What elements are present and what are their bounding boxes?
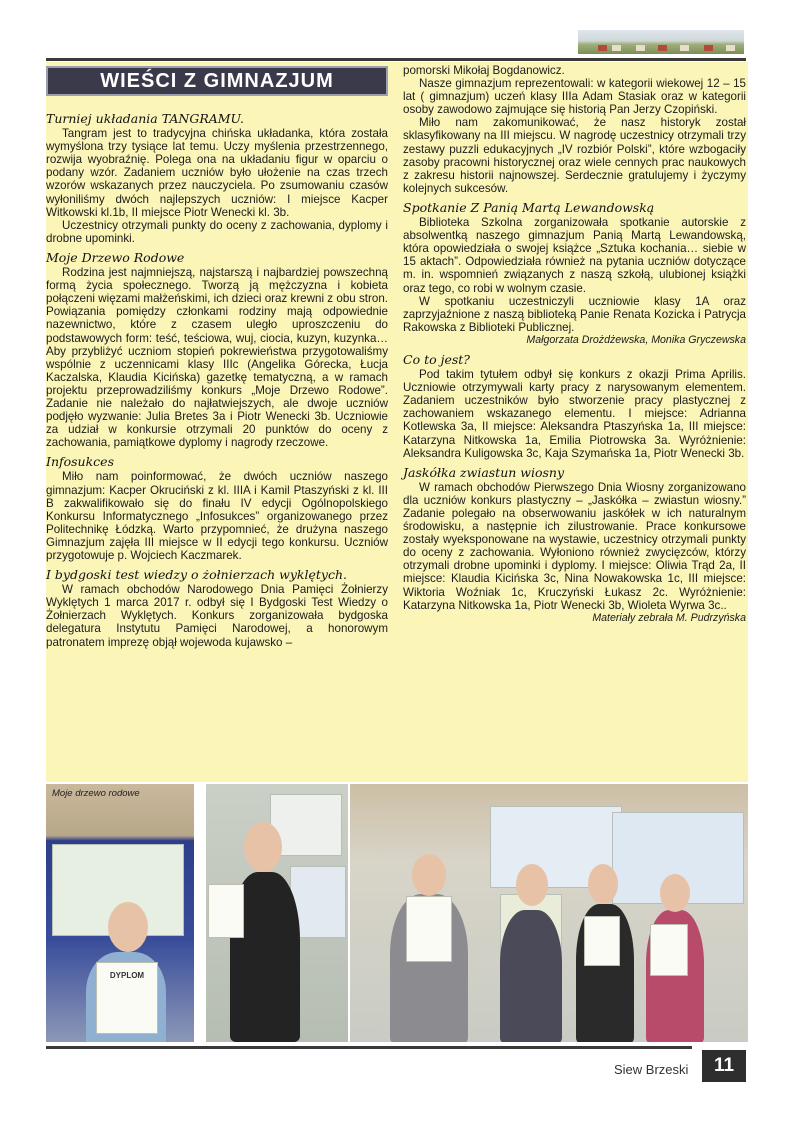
photo-strip bbox=[46, 784, 748, 1042]
photo-student bbox=[206, 784, 348, 1042]
paragraph: Miło nam zakomunikować, że nasz historyk został sklasyfikowany na III miejscu. W nagrodę uczestnicy otrzymali trzy zestawy puzzli edukacyjnych „IV rozbiór Polski”, które wzbogaciły zasoby pracowni historycznej oraz wiele cennych prac naukowych z zakresu historii najnowszej. Serdecznie gratulujemy i życzymy kolejnych sukcesów. bbox=[403, 116, 746, 195]
author-signature: Materiały zebrała M. Pudrzyńska bbox=[592, 611, 746, 624]
section-heading: Moje Drzewo Rodowe bbox=[46, 249, 185, 265]
section-heading: Jaskółka zwiastun wiosny bbox=[403, 464, 565, 480]
section-banner: WIEŚCI Z GIMNAZJUM bbox=[46, 66, 388, 96]
magazine-name: Siew Brzeski bbox=[614, 1062, 689, 1077]
bottom-rule bbox=[46, 1046, 692, 1049]
right-column bbox=[403, 64, 746, 625]
section-heading: Spotkanie Z Panią Martą Lewandowską bbox=[403, 199, 655, 215]
paragraph: Biblioteka Szkolna zorganizowała spotkanie autorskie z absolwentką naszego gimnazjum Panią Martą Lewandowską, która opowiedziała o swojej książce „Sztuka kochania… siebie w 15 aktach”. Odpowiedziała również na pytania uczniów dotyczące m. in. wspomnień związanych z naszą szkołą, ulubionej książki oraz tego, co robi w wolnym czasie. bbox=[403, 216, 746, 295]
section-heading: Infosukces bbox=[46, 454, 114, 470]
paragraph: Uczestnicy otrzymali punkty do oceny z zachowania, dyplomy i drobne upominki. bbox=[46, 218, 388, 245]
top-rule bbox=[46, 58, 746, 61]
header-photo bbox=[578, 30, 744, 54]
left-column bbox=[46, 112, 388, 649]
paragraph: Miło nam poinformować, że dwóch uczniów naszego gimnazjum: Kacper Okruciński z kl. IIIA i Kamil Ptaszyński z kl. III B zakwalifikowało się do finału IV edycji Ogólnopolskiego Konkursu Informatycznego „Infosukces” organizowanego przez Politechnikę Łódzką. Warto przypomnieć, że drużyna naszego Gimnazjum zajęła III miejsce w II edycji tego konkursu. Uczniów przygotowuje p. Wojciech Kaczmarek. bbox=[46, 470, 388, 562]
paragraph: Tangram jest to tradycyjna chińska układanka, która została wymyślona trzy tysiące lat temu. Uczy myślenia przestrzennego, rozwija wyobraźnię. Polega ona na układaniu figur w oparciu o podany wzór. Zadaniem uczniów było ułożenie na czas trzech wzorów wskazanych przez nauczyciela. Po zsumowaniu czasów wyłoniliśmy dwóch najlepszych uczniów: I miejsce Kacper Witkowski kl.1b, II miejsce Piotr Wenecki kl. 3b. bbox=[46, 127, 388, 219]
author-signature: Małgorzata Drożdżewska, Monika Gryczewska bbox=[526, 333, 746, 346]
page-number: 11 bbox=[702, 1050, 746, 1082]
paragraph: W spotkaniu uczestniczyli uczniowie klasy 1A oraz zaprzyjaźnione z naszą biblioteką Panie Renata Kozicka i Patrycja Rakowska z Biblioteki Publicznej. bbox=[403, 294, 746, 334]
diploma-label: DYPLOM bbox=[109, 971, 145, 980]
section-heading: Co to jest? bbox=[403, 351, 470, 367]
photo-family-tree bbox=[46, 784, 194, 1042]
section-heading: I bydgoski test wiedzy o żołnierzach wyklętych. bbox=[46, 567, 348, 583]
paragraph: pomorski Mikołaj Bogdanowicz. bbox=[403, 64, 565, 77]
paragraph: W ramach obchodów Pierwszego Dnia Wiosny zorganizowano dla uczniów konkurs plastyczny – „Jaskółka – zwiastun wiosny.” Zadanie polegało na obserwowaniu jaskółek w ich naturalnym środowisku, a następnie ich zilustrowanie. Prace konkursowe zostały wyeksponowane na wystawie, uczestnicy otrzymali punkty do oceny z zachowania. Wyłoniono również zwycięzców, którzy otrzymali drobne upominki i dyplomy. I miejsce: Oliwia Trąd 2a, II miejsce: Klaudia Kicińska 3c, Nina Nowakowska 1c, III miejsce: Wiktoria Woźniak 1c, Kruczyński Łukasz 2c. Wyróżnienie: Katarzyna Nitkowska 1a, Piotr Wenecki 3b, Wioleta Wyrwa 3c.. bbox=[403, 480, 746, 612]
paragraph: W ramach obchodów Narodowego Dnia Pamięci Żołnierzy Wyklętych 1 marca 2017 r. odbył się I Bydgoski Test Wiedzy o Żołnierzach Wyklętych. Konkurs zorganizowała bydgoska delegatura Instytutu Pamięci Narodowej, a honorowym patronatem imprezę objął wojewoda kujawsko – bbox=[46, 583, 388, 649]
photo-winners bbox=[350, 784, 748, 1042]
section-heading: Turniej układania TANGRAMU. bbox=[46, 111, 244, 126]
paragraph: Nasze gimnazjum reprezentowali: w kategorii wiekowej 12 – 15 lat ( gimnazjum) uczeń klasy IIIa Adam Stasiak oraz w kategorii osoby zawodowo zajmujące się historią Pan Jerzy Czopiński. bbox=[403, 77, 746, 117]
paragraph: Rodzina jest najmniejszą, najstarszą i najbardziej powszechną formą życia społecznego. Tworzą ją mężczyzna i kobieta połączeni więzami małżeńskimi, ich dzieci oraz krewni z obu stron. Powiązania pomiędzy członkami rodziny mają odpowiednie nazewnictwo, które z czasem uległo uproszczeniu do podstawowych form: teść, teściowa, wuj, ciocia, kuzyn, kuzynka… Aby przybliżyć uczniom stopień pokrewieństwa przygotowaliśmy wspólnie z uczennicami klasy IIIc (Angelika Górecka, Łucja Kaczalska, Klaudia Kicińska) gazetkę tematyczną, a w ramach projektu przeprowadziliśmy konkurs „Moje Drzewo Rodowe”. Zadanie nie należało do najłatwiejszych, ale dwoje uczniów podjęło wyzwanie: Julia Bretes 3a i Piotr Wenecki 3b. Uczniowie za udział w konkursie otrzymali 20 punktów do oceny z zachowania, pamiątkowe dyplomy i nagrody rzeczowe. bbox=[46, 266, 388, 450]
photo-caption: Moje drzewo rodowe bbox=[52, 788, 140, 799]
paragraph: Pod takim tytułem odbył się konkurs z okazji Prima Aprilis. Uczniowie otrzymywali karty pracy z narysowanym elementem. Zadaniem uczestników było stworzenie pracy plastycznej z zachowaniem wskazanego elementu. I miejsce: Adrianna Kotlewska 3a, II miejsce: Aleksandra Ptaszyńska 1a, III miejsce: Katarzyna Nitkowska 1a, Emilia Piotrowska 3a. Wyróżnienie: Aleksandra Kuligowska 3c, Kaja Szymańska 1a, Piotr Wenecki 3b. bbox=[403, 368, 746, 460]
